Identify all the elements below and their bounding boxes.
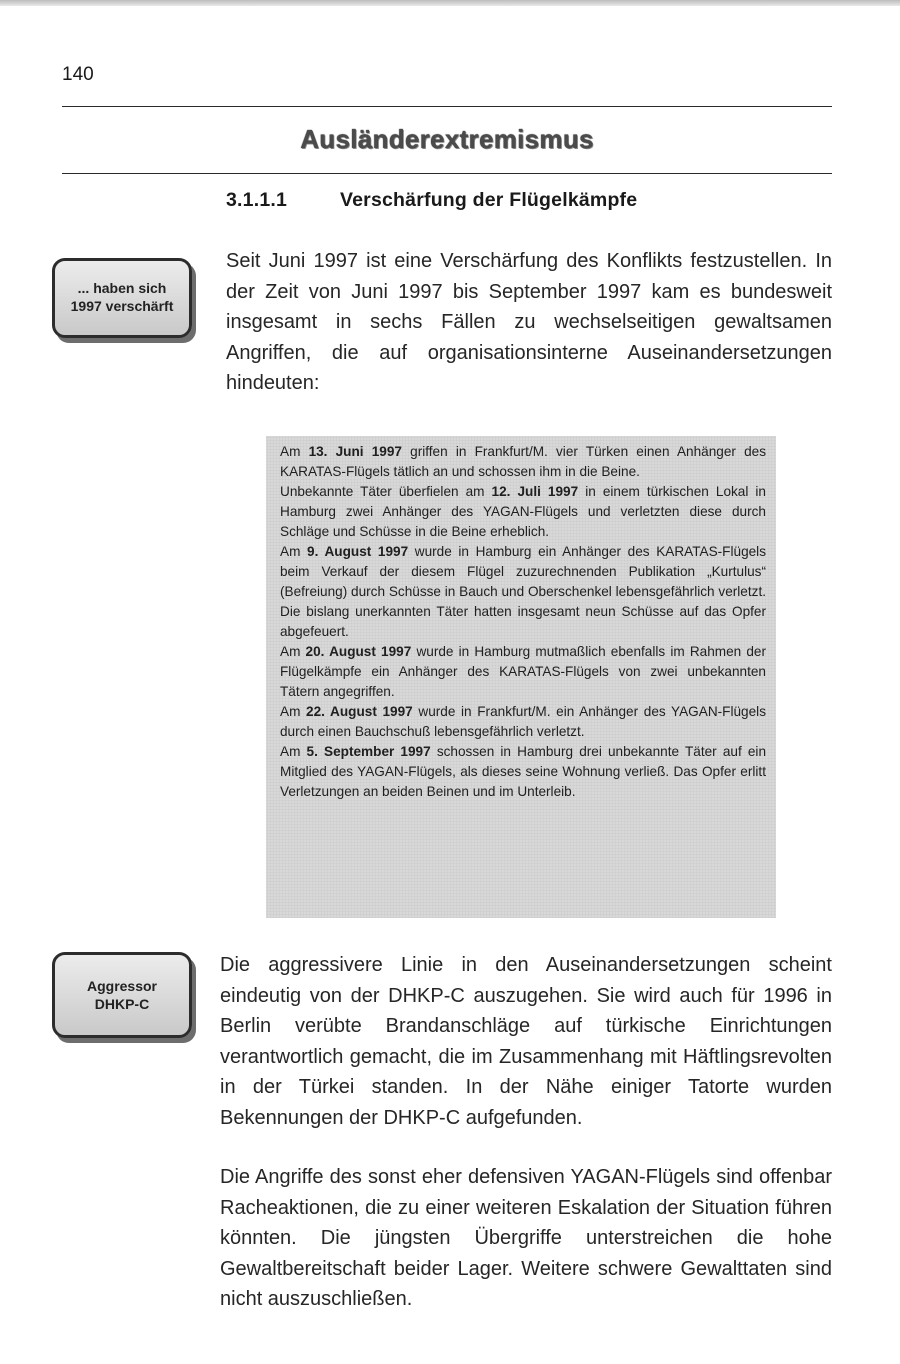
intro-paragraph: Seit Juni 1997 ist eine Verschärfung des Konflikts festzustellen. In der Zeit von Juni 1997 bis September 1997 kam es bundesweit insgesamt in sechs Fällen zu wechselseitigen gewaltsamen Angriffen, die auf organisationsinterne Auseinandersetzungen hindeuten: xyxy=(226,250,832,394)
incident-text: schossen in Hamburg drei unbekannte Täter auf ein Mitglied des YAGAN-Flügels, als dieses seine Wohnung verließ. Das Opfer erlitt Verletzungen an beiden Beinen und im Unterleib. xyxy=(280,744,767,799)
incident-entry xyxy=(280,542,766,642)
margin-note-verschaerft xyxy=(52,258,192,338)
header-rule-bottom xyxy=(62,173,832,174)
section-title: Verschärfung der Flügelkämpfe xyxy=(340,189,638,211)
header-rule-top xyxy=(62,106,832,107)
incident-text: wurde in Hamburg mutmaßlich ebenfalls im Rahmen der Flügelkämpfe ein Anhänger des KARATAS-Flügels von zwei unbekannten Tätern angegriffen. xyxy=(280,644,766,699)
incident-prefix: Am xyxy=(280,704,307,719)
incident-prefix: Am xyxy=(280,644,306,659)
incident-text: griffen in Frankfurt/M. vier Türken einen Anhänger des KARATAS-Flügels tätlich an und schossen ihm in die Beine. xyxy=(280,444,766,479)
page-number: 140 xyxy=(62,64,94,85)
scan-top-edge xyxy=(0,0,900,6)
section-heading xyxy=(226,189,637,212)
margin-note-aggressor xyxy=(52,952,192,1038)
incident-prefix: Unbekannte Täter überfielen am xyxy=(280,484,492,499)
incident-date: 9. August 1997 xyxy=(307,544,409,559)
margin-note-line: DHKP-C xyxy=(94,996,150,1012)
incident-entry xyxy=(280,482,766,542)
incident-date: 22. August 1997 xyxy=(306,704,413,719)
incident-prefix: Am xyxy=(280,544,308,559)
incident-date: 20. August 1997 xyxy=(305,644,412,659)
incident-date: 5. September 1997 xyxy=(306,744,431,759)
incident-text: wurde in Hamburg ein Anhänger des KARATAS-Flügels beim Verkauf der diesem Flügel zuzurechnenden Publikation „Kurtulus“ (Befreiung) durch Schüsse in Bauch und Oberschenkel lebensgefährlich verletzt. Die bislang unerkannten Täter hatten insgesamt neun Schüsse auf das Opfer abgefeuert. xyxy=(280,544,767,639)
incident-prefix: Am xyxy=(280,444,309,459)
chapter-title: Ausländerextremismus xyxy=(300,124,594,154)
incident-text: in einem türkischen Lokal in Hamburg zwei Anhänger des YAGAN-Flügels und verletzten diese durch Schläge und Schüsse in die Beine erheblich. xyxy=(280,484,766,539)
incident-text: wurde in Frankfurt/M. ein Anhänger des YAGAN-Flügels durch einen Bauchschuß lebensgefährlich verletzt. xyxy=(280,704,766,739)
section-number: 3.1.1.1 xyxy=(226,189,288,211)
margin-note-line: Aggressor xyxy=(86,978,158,994)
incident-entry xyxy=(280,642,766,702)
incident-entry xyxy=(280,442,766,482)
body-paragraph-yagan: Die Angriffe des sonst eher defensiven YAGAN-Flügels sind offenbar Racheaktionen, die zu einer weiteren Eskalation der Situation führen könnten. Die jüngsten Übergriffe unterstreichen die hohe Gewaltbereitschaft beider Lager. Weitere schwere Gewalttaten sind nicht auszuschließen. xyxy=(220,1166,832,1310)
incident-list-box xyxy=(266,436,776,918)
margin-note-line: 1997 verschärft xyxy=(70,298,174,314)
incident-date: 13. Juni 1997 xyxy=(308,444,402,459)
margin-note-line: ... haben sich xyxy=(77,280,167,296)
incident-prefix: Am xyxy=(280,744,307,759)
body-paragraph-dhkp-c: Die aggressivere Linie in den Auseinandersetzungen scheint eindeutig von der DHKP-C auszugehen. Sie wird auch für 1996 in Berlin verübte Brandanschläge auf türkische Einrichtungen verantwortlich gemacht, die im Zusammenhang mit Häftlingsrevolten in der Türkei standen. In der Nähe einiger Tatorte wurden Bekennungen der DHKP-C aufgefunden. xyxy=(220,954,832,1129)
incident-entry xyxy=(280,702,766,742)
incident-entry xyxy=(280,742,766,802)
incident-date: 12. Juli 1997 xyxy=(491,484,579,499)
